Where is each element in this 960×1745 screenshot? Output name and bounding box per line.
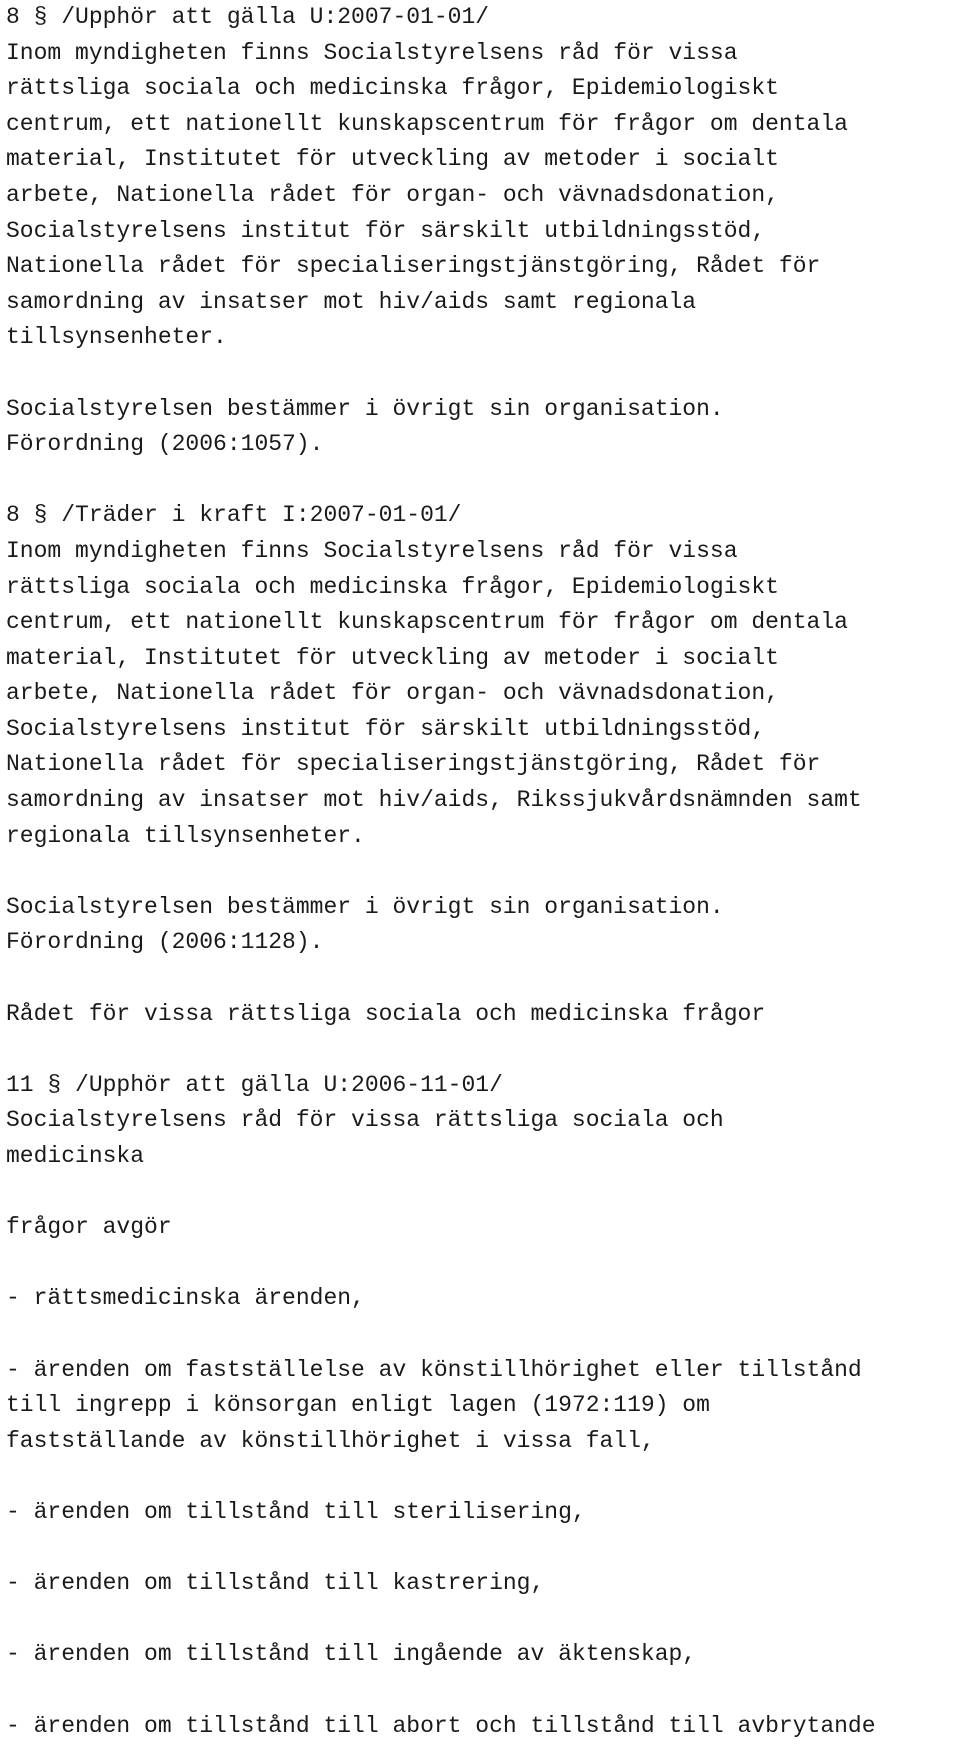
text-line: Inom myndigheten finns Socialstyrelsens råd för vissa [6, 39, 738, 66]
text-line: tillsynsenheter. [6, 324, 227, 351]
list-item: - ärenden om tillstånd till kastrering, [6, 1570, 545, 1597]
list-item: - ärenden om tillstånd till abort och tillstånd till avbrytande [6, 1712, 876, 1739]
section-heading: Rådet för vissa rättsliga sociala och medicinska frågor [6, 1000, 766, 1027]
text-line: rättsliga sociala och medicinska frågor, Epidemiologiskt [6, 573, 779, 600]
blank-line [6, 1459, 956, 1495]
blank-line [6, 1032, 956, 1068]
blank-line [6, 1175, 956, 1211]
blank-line [6, 1602, 956, 1638]
text-line: Socialstyrelsen bestämmer i övrigt sin organisation. [6, 893, 724, 920]
text-line: medicinska [6, 1143, 145, 1169]
text-line: Nationella rådet för specialiseringstjänstgöring, Rådet för [6, 751, 821, 778]
text-line: centrum, ett nationellt kunskapscentrum för frågor om dentala [6, 609, 848, 636]
text-line: samordning av insatser mot hiv/aids samt regionala [6, 288, 697, 315]
text-line: frågor avgör [6, 1214, 172, 1241]
text-line: arbete, Nationella rådet för organ- och vävnadsdonation, [6, 181, 779, 208]
list-item: - ärenden om tillstånd till sterilisering, [6, 1498, 586, 1525]
blank-line [6, 1673, 956, 1709]
list-item: - ärenden om tillstånd till ingående av äktenskap, [6, 1641, 697, 1668]
text-line: 11 § /Upphör att gälla U:2006-11-01/ [6, 1071, 503, 1098]
blank-line [6, 961, 956, 997]
text-line: Socialstyrelsen bestämmer i övrigt sin organisation. [6, 395, 724, 422]
text-line: 8 § /Träder i kraft I:2007-01-01/ [6, 502, 462, 529]
text-line: material, Institutet för utveckling av metoder i socialt [6, 644, 779, 671]
text-line: arbete, Nationella rådet för organ- och vävnadsdonation, [6, 680, 779, 707]
text-line: 8 § /Upphör att gälla U:2007-01-01/ [6, 4, 490, 30]
text-line: Inom myndigheten finns Socialstyrelsens råd för vissa [6, 537, 738, 564]
text-line: regionala tillsynsenheter. [6, 822, 365, 849]
text-line: till ingrepp i könsorgan enligt lagen (1972:119) om [6, 1392, 710, 1419]
list-item: - rättsmedicinska ärenden, [6, 1285, 365, 1312]
text-line: samordning av insatser mot hiv/aids, Rikssjukvårdsnämnden samt [6, 787, 862, 814]
text-line: Socialstyrelsens råd för vissa rättsliga sociala och [6, 1107, 724, 1134]
text-line: material, Institutet för utveckling av metoder i socialt [6, 146, 779, 173]
text-line: Nationella rådet för specialiseringstjänstgöring, Rådet för [6, 253, 821, 280]
document-body [6, 0, 956, 1744]
list-item: - ärenden om fastställelse av könstillhörighet eller tillstånd [6, 1356, 862, 1383]
blank-line [6, 1317, 956, 1353]
blank-line [6, 463, 956, 499]
text-line: fastställande av könstillhörighet i vissa fall, [6, 1427, 655, 1454]
blank-line [6, 854, 956, 890]
blank-line [6, 1531, 956, 1567]
text-line: Socialstyrelsens institut för särskilt utbildningsstöd, [6, 217, 766, 244]
text-line: Förordning (2006:1128). [6, 929, 324, 956]
blank-line [6, 1246, 956, 1282]
text-line: Förordning (2006:1057). [6, 431, 324, 458]
text-line: Socialstyrelsens institut för särskilt utbildningsstöd, [6, 715, 766, 742]
text-line: centrum, ett nationellt kunskapscentrum för frågor om dentala [6, 110, 848, 137]
blank-line [6, 356, 956, 392]
text-line: rättsliga sociala och medicinska frågor, Epidemiologiskt [6, 75, 779, 102]
